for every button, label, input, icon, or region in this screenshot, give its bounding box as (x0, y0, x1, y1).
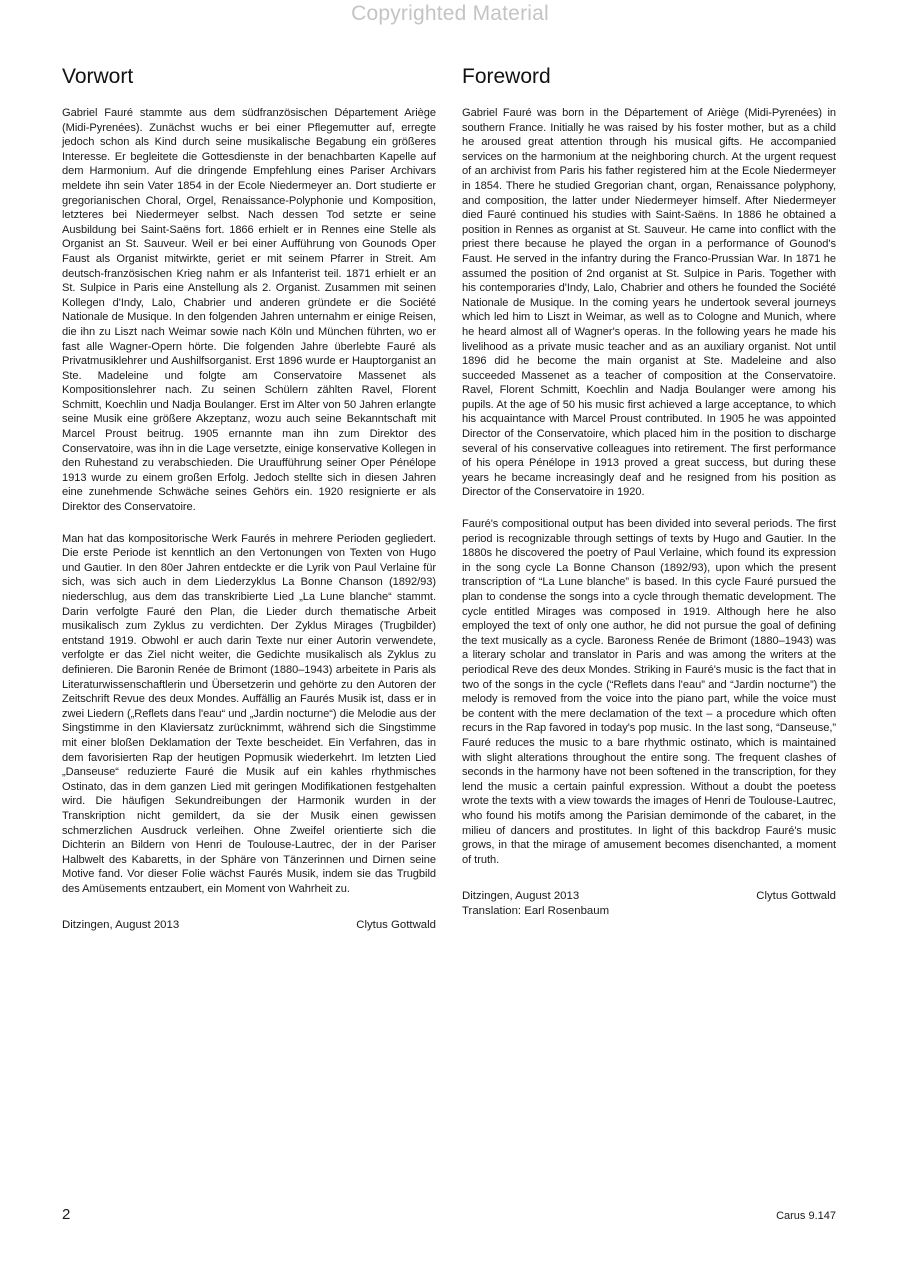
place-date: Ditzingen, August 2013 (462, 890, 580, 903)
signature-line (62, 918, 436, 933)
catalog-number: Carus 9.147 (776, 1210, 836, 1222)
german-column (62, 64, 436, 933)
paragraph: Man hat das kompositorische Werk Faurés in mehrere Perioden gegliedert. Die erste Periode ist kenntlich an den Vertonungen von Texten von Hugo und Gautier. In den 80er Jahren entdeckte er die Lyrik von Paul Verlaine für sich, was sich auch in dem Liederzyklus La Bonne Chanson (1892/93) niederschlug, aus dem das transkribierte Lied „La Lune blanche“ stammt. Darin verfolgte Fauré den Plan, die Lieder durch thematische Arbeit musikalisch zum Zyklus zu verdichten. Der Zyklus Mirages (Trugbilder) entstand 1919. Obwohl er auch darin Texte nur einer Autorin verwendete, verfolgte er das Ziel nicht weiter, die Gedichte musikalisch als Zyklus zu definieren. Die Baronin Renée de Brimont (1880–1943) arbeitete in Paris als Literaturwissenschaftlerin und Übersetzerin und gehörte zu den Autoren der Zeitschrift Revue des deux Mondes. Auffällig an Faurés Musik ist, dass er in zwei Liedern („Reflets dans l'eau“ und „Jardin nocturne“) die Melodie aus der Singstimme in den Klaviersatz zurücknimmt, während sich die Singstimme mit einer bloßen Deklamation der Texte bescheidet. Ein Verfahren, das in dem favorisierten Rap der heutigen Popmusik wiederkehrt. Im letzten Lied „Danseuse“ reduzierte Fauré die Musik auf ein kahles rhythmisches Ostinato, das in dem ganzen Lied mit geringen Modifikationen festgehalten wird. Die häufigen Sekundreibungen der Harmonik wurden in der Transkription nicht gemildert, da sie der Musik einen gewissen schmerzlichen Ausdruck verleihen. Ohne Zweifel orientierte sich die Dichterin an Bildern von Henri de Toulouse-Lautrec, der in der Pariser Halbwelt des Kabaretts, in der Sphäre von Tänzerinnen und Dirnen seine Motive fand. Vor dieser Folie wächst Faurés Musik, indem sie das Trugbild des Amüsements entzaubert, ein Moment von Wahrheit zu. (62, 532, 436, 895)
heading-foreword: Foreword (462, 65, 551, 88)
paragraph: Gabriel Fauré stammte aus dem südfranzösischen Département Ariège (Midi-Pyrenées). Zunächst wuchs er bei einer Pflegemutter auf, erregte jedoch schon als Kind durch seine musikalische Begabung ein größeres Interesse. Er begleitete die Gottesdienste in der benachbarten Kapelle auf dem Harmonium. Auf die dringende Empfehlung eines Pariser Archivars meldete ihn sein Vater 1854 in der Ecole Niedermeyer an. Dort studierte er gregorianischen Choral, Orgel, Renaissance-Polyphonie und Komposition, letzteres bei Niedermeyer selbst. Nach dessen Tod setzte er seine Ausbildung bei Saint-Saëns fort. 1866 erhielt er in Rennes eine Stelle als Organist an St. Sauveur. Weil er bei einer Aufführung von Gounods Oper Faust als Organist mitwirkte, geriet er mit seinem Pfarrer in Streit. Am deutsch-französischen Krieg nahm er als Infanterist teil. 1871 erhielt er an St. Sulpice in Paris eine Anstellung als 2. Organist. Zusammen mit seinen Kollegen d'Indy, Lalo, Chabrier und anderen gründete er die Société Nationale de Musique. In den folgenden Jahren unternahm er einige Reisen, die ihn zu Liszt nach Weimar sowie nach Köln und München führten, wo er fast alle Wagner-Opern hörte. Die folgenden Jahre überlebte Fauré als Privatmusiklehrer und Aushilfsorganist. Erst 1896 wurde er Hauptorganist an Ste. Madeleine und folgte am Conservatoire Massenet als Kompositionslehrer nach. Zu seinen Schülern zählten Ravel, Florent Schmitt, Koechlin und Nadja Boulanger. Erst im Alter von 50 Jahren erlangte seine Musik eine größere Akzeptanz, wozu auch seine Bekanntschaft mit Marcel Proust beitrug. 1905 ernannte man ihn zum Direktor des Conservatoire, was ihn in die Lage versetzte, einige konservative Kollegen in den Ruhestand zu verabschieden. Die Uraufführung seiner Oper Pénélope 1913 wurde zu einem großen Erfolg. Jedoch stellte sich in diesen Jahren eine zunehmende Schwäche seines Gehörs ein. 1920 resignierte er als Direktor des Conservatoire. (62, 107, 436, 514)
translation-credit: Translation: Earl Rosenbaum (462, 904, 610, 917)
place-date: Ditzingen, August 2013 (62, 919, 180, 932)
page-number: 2 (62, 1206, 71, 1223)
author-name: Clytus Gottwald (356, 919, 436, 932)
paragraph: Gabriel Fauré was born in the Département of Ariège (Midi-Pyrenées) in southern France. Initially he was raised by his foster mother, but as a child he aroused great attention through his musical gifts. He accompanied services on the harmonium at the neighboring church. At the urgent request of an archivist from Paris his father registered him at the Ecole Niedermeyer in 1854. There he studied Gregorian chant, organ, Renaissance polyphony, and composition, the latter under Niedermeyer himself. After Niedermeyer died Fauré continued his studies with Saint-Saëns. In 1886 he obtained a position in Rennes as organist at St. Sauveur. He came into conflict with the priest there because he played the organ in a performance of Gounod's Faust. He served in the infantry during the Franco-Prussian War. In 1871 he assumed the position of 2nd organist at St. Sulpice in Paris. Together with his contemporaries d'Indy, Lalo, Chabrier and others he founded the Société Nationale de Musique. In the coming years he undertook several journeys which led him to Liszt in Weimar, as well as to Cologne and Munich, where he heard almost all of Wagner's operas. In the following years he made his livelihood as a private music teacher and as an auxiliary organist. Not until 1896 did he become the main organist at Ste. Madeleine and also succeeded Massenet as a teacher of composition at the Conservatoire. Ravel, Florent Schmitt, Koechlin and Nadja Boulanger were among his pupils. At the age of 50 his music first achieved a large acceptance, to which his acquaintance with Marcel Proust contributed. In 1905 he was appointed Director of the Conservatoire, which placed him in the position to discharge several of his conservative colleagues into retirement. The first performance of his opera Pénélope in 1913 proved a great success, but during these years he became increasingly deaf and he resigned from his position as Director of the Conservatoire in 1920. (462, 107, 836, 499)
english-column (462, 64, 836, 918)
author-name: Clytus Gottwald (756, 890, 836, 903)
heading-vorwort: Vorwort (62, 65, 134, 88)
copyright-watermark: Copyrighted Material (351, 2, 549, 25)
signature-line (462, 889, 836, 904)
paragraph: Fauré's compositional output has been divided into several periods. The first period is recognizable through settings of texts by Hugo and Gautier. In the 1880s he discovered the poetry of Paul Verlaine, which found its expression in the song cycle La Bonne Chanson (1892/93), upon which the present transcription of “La Lune blanche” is based. In this cycle Fauré pursued the plan to condense the songs into a cycle through thematic development. The cycle entitled Mirages was composed in 1919. Although here he also employed the text of only one author, he did not pursue the goal of defining the text musically as a cycle. Baroness Renée de Brimont (1880–1943) was a literary scholar and translator in Paris and was among the writers at the periodical Reve des deux Mondes. Striking in Fauré's music is the fact that in two of the songs in the cycle (“Reflets dans l'eau” and “Jardin nocturne”) the melody is removed from the voice into the piano part, while the voice must be content with the mere declamation of the text – a procedure which often recurs in the Rap favored in today's pop music. In the last song, “Danseuse,” Fauré reduces the music to a bare rhythmic ostinato, which is maintained with slight alterations throughout the entire song. The frequent clashes of seconds in the harmony have not been softened in the transcription, for they lend the music a certain painful expression. Without a doubt the poetess wrote the texts with a view towards the images of Henri de Toulouse-Lautrec, who found his motifs among the Parisian demimonde of the cabaret, in the milieu of dancers and prostitutes. In light of this backdrop Fauré's music grows, in that the mirage of amusement becomes disenchanted, a moment of truth. (462, 518, 836, 866)
